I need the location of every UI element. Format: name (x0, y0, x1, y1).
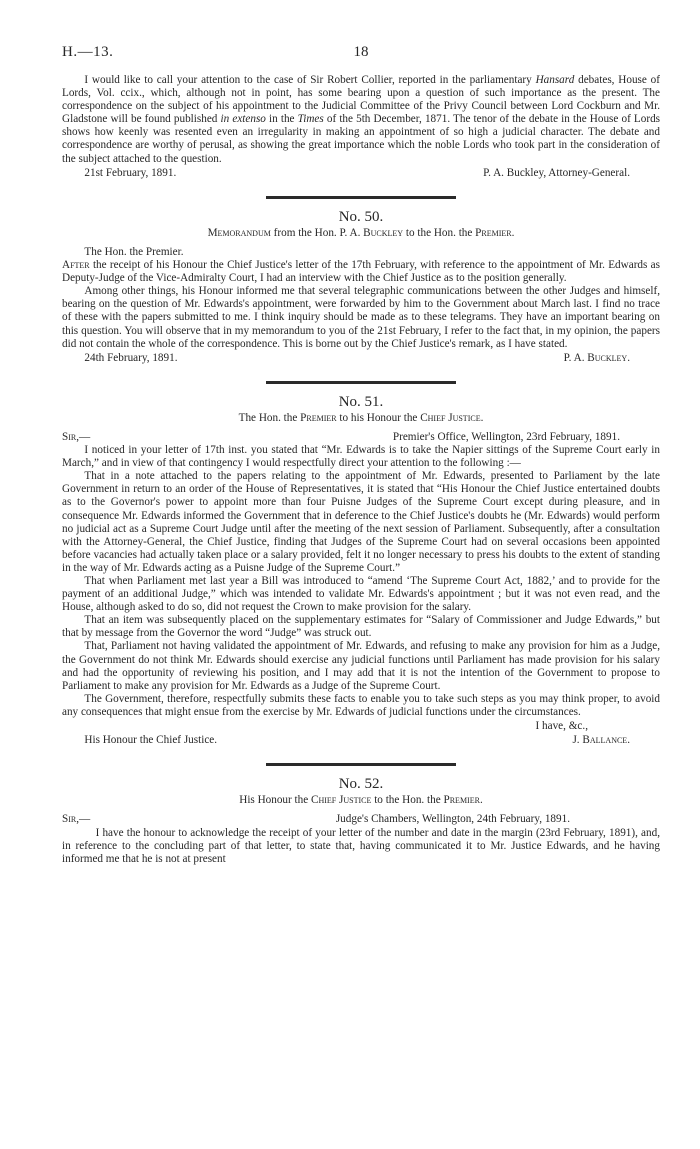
section-title: Memorandum from the Hon. P. A. Buckley to the Hon. the Premier. (207, 226, 515, 239)
letter-no-52 (62, 778, 660, 866)
letter-dateline: Judge's Chambers, Wellington, 24th February, 1891. (335, 813, 570, 826)
intro-paragraph: I would like to call your attention to the case of Sir Robert Collier, reported in the parliamentary Hansard debates, House of Lords, Vol. ccix., which, although not in point, has some bearing upon a question of such importance as the present. The correspondence on the subject of his appointment to the Judicial Committee of the Privy Council between Lord Cockburn and Mr. Gladstone will be found published in extenso in the Times of the 5th December, 1871. The tenor of the debate in the House of Lords shows how keenly was resented even an irregularity in making an appointment of so high a judicial character. The debate and correspondence are worthy of perusal, as showing the great importance which the noble Lords who took part in the consideration of the subject attached to the question. (62, 74, 661, 165)
intro-section (62, 74, 660, 180)
memo-signature: P. A. Buckley. (563, 351, 630, 364)
section-divider (266, 763, 456, 766)
salutation: Sir,— (62, 430, 91, 443)
memo-paragraph-1: After the receipt of his Honour the Chief Justice's letter of the 17th February, with reference to the appointment of Mr. Edwards as Deputy-Judge of the Vice-Admiralty Court, I had an interview with the Chief Justice as to the position generally. (62, 259, 660, 285)
intro-date: 21st February, 1891. (84, 166, 177, 179)
letter-paragraph: That when Parliament met last year a Bill was introduced to “amend ‘The Supreme Court Act, 1882,’ and to provide for the payment of an additional Judge,” which was intended to validate Mr. Edwards's appointment ; but it was not even read, and the House, although asked to do so, did not request the Crown to make provision for the salary. (62, 575, 660, 614)
letter-heading (62, 813, 660, 826)
letter-paragraph: That an item was subsequently placed on the supplementary estimates for “Salary of Commissioner and Judge Edwards,” but that by message from the Governor the word “Judge” was struck out. (62, 614, 660, 640)
memo-address: The Hon. the Premier. (84, 245, 184, 258)
section-number: No. 50. (338, 208, 384, 225)
letter-closing: I have, &c., (535, 720, 588, 733)
section-divider (266, 381, 456, 384)
intro-signature-line (62, 167, 660, 180)
section-number: No. 52. (338, 776, 384, 793)
letter-addressee: His Honour the Chief Justice. (84, 734, 218, 747)
letter-signature: J. Ballance. (572, 734, 630, 747)
memo-signature-line (62, 352, 660, 365)
section-title: His Honour the Chief Justice to the Hon. the Premier. (239, 794, 483, 807)
intro-signature: P. A. Buckley, Attorney-General. (483, 166, 630, 179)
letter-paragraph: The Government, therefore, respectfully submits these facts to enable you to take such steps as you may think proper, to avoid any consequences that might ensue from the exercise by Mr. Edwards of judicial functions under the circumstances. (62, 692, 660, 718)
memo-date: 24th February, 1891. (84, 351, 178, 364)
letter-no-51 (62, 393, 660, 747)
letter-heading (62, 431, 660, 444)
letter-signature-line (62, 734, 660, 747)
letter-paragraph: That in a note attached to the papers relating to the appointment of Mr. Edwards, presented to Parliament by the late Government in return to an order of the House of Representatives, it is stated that “His Honour the Chief Justice entertained doubts as to the Governor's power to appoint more than four Puisne Judges of the Supreme Court except during pleasure, and in consequence Mr. Edwards informed the Government that in deference to the Chief Justice's doubts he (Mr. Edwards) would perform no judicial act as a Supreme Court Judge until after the meeting of the next session of Parliament. Subsequently, after a consultation with the Attorney-General, the Chief Justice, finding that Judges of the Supreme Court had on several occasions been appointed before vacancies had actually taken place or a salary provided, felt it no longer necessary to press his doubts to the extent of standing in the way of Mr. Edwards acting as a Puisne Judge of the Supreme Court.” (62, 470, 660, 574)
series-code: H.—13. (62, 44, 114, 60)
page-header (62, 46, 660, 74)
page-number: 18 (353, 44, 369, 60)
section-divider (266, 196, 456, 199)
section-title: The Hon. the Premier to his Honour the Chief Justice. (238, 411, 484, 424)
section-number: No. 51. (338, 393, 384, 410)
letter-paragraph: I have the honour to acknowledge the receipt of your letter of the number and date in the margin (23rd February, 1891), and, in reference to the concluding part of that letter, to state that, having communicated it to Mr. Justice Edwards, and he having informed me that he is not at present (62, 826, 660, 865)
memo-paragraph-2: Among other things, his Honour informed me that several telegraphic communications between the other Judges and himself, bearing on the question of Mr. Edwards's appointment, were forwarded by him to the Government about March last. I find no trace of these with the papers submitted to me. I think inquiry should be made as to these telegrams. They have an important bearing on this question. You will observe that in my memorandum to you of the 21st February, I refer to the fact that, in my opinion, the papers did not contain the whole of the correspondence. This is borne out by the Chief Justice's remark, as I have stated. (62, 285, 660, 350)
letter-paragraph: That, Parliament not having validated the appointment of Mr. Edwards, and refusing to make any provision for him as a Judge, the Government do not think Mr. Edwards should exercise any judicial functions until Parliament has made provision for his salary and had the opportunity of reviewing his position, and I may add that it is not the intention of the Government to propose to Parliament to make any provision for Mr. Edwards as a Judge of the Supreme Court. (62, 640, 660, 692)
letter-dateline: Premier's Office, Wellington, 23rd February, 1891. (392, 430, 620, 443)
letter-paragraph: I noticed in your letter of 17th inst. you stated that “Mr. Edwards is to take the Napier sittings of the Supreme Court early in March,” and in view of that contingency I would respectfully direct your attention to the following :— (62, 444, 660, 470)
salutation: Sir,— (62, 813, 91, 826)
memo-no-50 (62, 208, 660, 365)
